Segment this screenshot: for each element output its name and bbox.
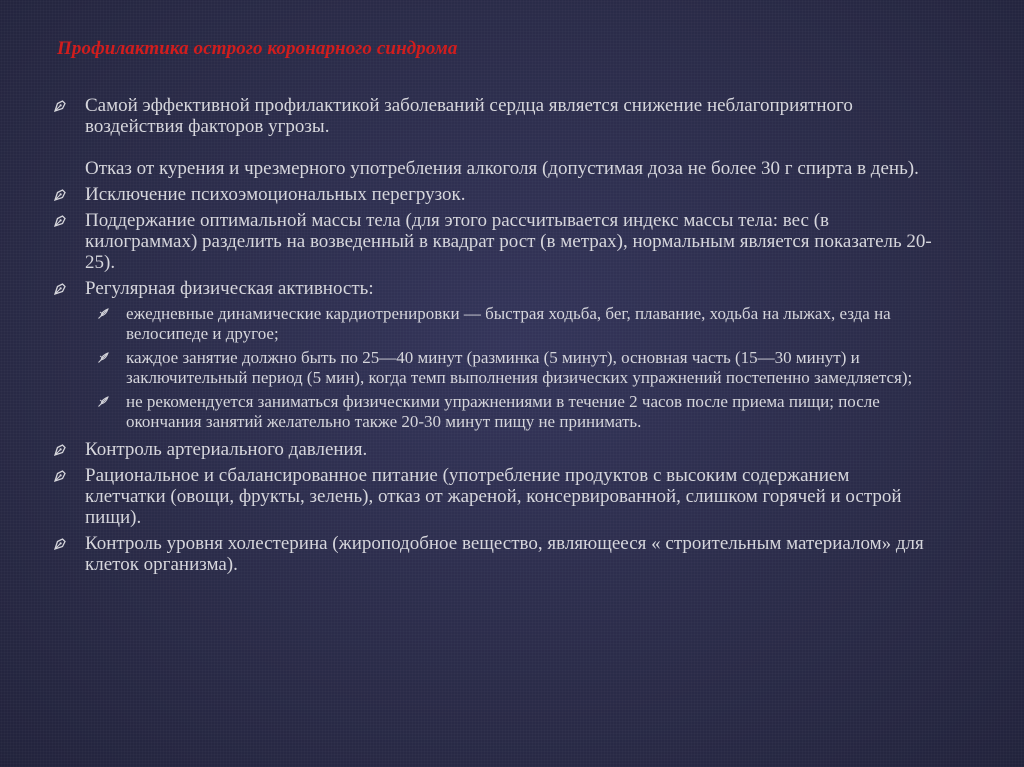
item-text: Рациональное и сбалансированное питание (употребление продуктов с высоким содержанием клетчатки (овощи, фрукты, зелень), отказ от жареной, консервированной, слишком горячей и острой пищи). — [85, 465, 902, 528]
list-item — [52, 210, 932, 273]
item-paragraph: Отказ от курения и чрезмерного употребления алкоголя (допустимая доза не более 30 г спирта в день). — [85, 158, 919, 179]
list-item — [52, 533, 932, 575]
sub-bullet-list — [52, 304, 932, 432]
list-item — [52, 439, 932, 460]
bullet-list — [52, 95, 932, 580]
list-item — [52, 465, 932, 528]
pen-nib-icon — [53, 537, 67, 551]
item-paragraph: Самой эффективной профилактикой заболеваний сердца является снижение неблагоприятного воздействия факторов угрозы. — [85, 95, 853, 137]
pen-nib-icon — [53, 443, 67, 457]
feather-quill-icon — [97, 351, 110, 364]
item-text: Поддержание оптимальной массы тела (для этого рассчитывается индекс массы тела: вес (в килограммах) разделить на возведенный в квадрат рост (в метрах), нормальным является показатель 20-25). — [85, 210, 932, 273]
item-text: Контроль артериального давления. — [85, 439, 368, 460]
sub-list-item — [89, 304, 932, 344]
pen-nib-icon — [53, 214, 67, 228]
slide-title: Профилактика острого коронарного синдрома — [57, 38, 458, 59]
pen-nib-icon — [53, 188, 67, 202]
item-text: Контроль уровня холестерина (жироподобное вещество, являющееся « строительным материалом» для клеток организма). — [85, 533, 924, 575]
sub-list-item — [89, 392, 932, 432]
list-item — [52, 95, 932, 179]
pen-nib-icon — [53, 469, 67, 483]
pen-nib-icon — [53, 99, 67, 113]
feather-quill-icon — [97, 395, 110, 408]
list-item — [52, 278, 932, 299]
sub-item-text: каждое занятие должно быть по 25—40 минут (разминка (5 минут), основная часть (15—30 минут) и заключительный период (5 мин), когда темп выполнения физических упражнений постепенно замедляется); — [126, 348, 913, 387]
item-text: Исключение психоэмоциональных перегрузок. — [85, 184, 466, 205]
sub-list-item — [89, 348, 932, 388]
pen-nib-icon — [53, 282, 67, 296]
feather-quill-icon — [97, 307, 110, 320]
list-item — [52, 184, 932, 205]
sub-item-text: не рекомендуется заниматься физическими упражнениями в течение 2 часов после приема пищи; после окончания занятий желательно также 20-30 минут пищу не принимать. — [126, 392, 880, 431]
sub-item-text: ежедневные динамические кардиотренировки — быстрая ходьба, бег, плавание, ходьба на лыжах, езда на велосипеде и другое; — [126, 304, 891, 343]
item-text: Регулярная физическая активность: — [85, 278, 374, 299]
